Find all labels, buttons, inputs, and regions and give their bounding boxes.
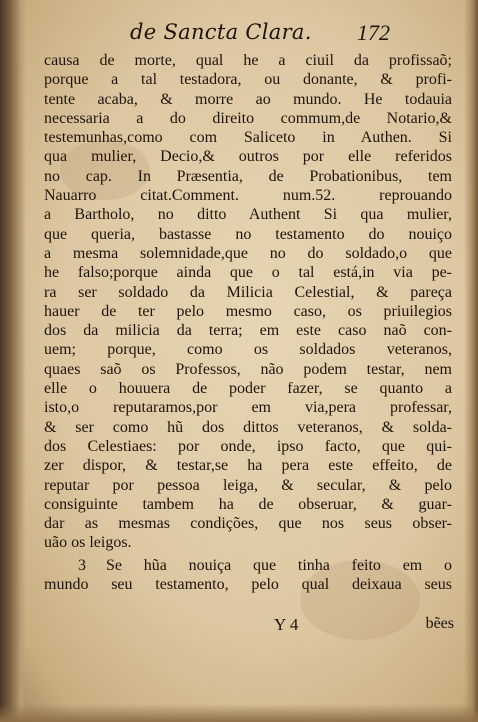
text-line: isto,o reputaramos,por em via,pera professar, bbox=[44, 399, 452, 417]
text-line: no cap. In Præsentia, de Probationibus, tem bbox=[44, 167, 452, 185]
text-line: consiguinte tambem ha de obseruar, & guar- bbox=[44, 495, 452, 513]
text-line: qua mulier, Decio,& outros por elle referidos bbox=[44, 148, 452, 166]
text-line: zer dispor, & testar,se ha pera este effeito, de bbox=[44, 457, 452, 475]
text-line: dar as mesmas condições, que nos seus obser- bbox=[44, 515, 452, 533]
catchword: bẽes bbox=[425, 615, 454, 632]
text-line: a Bartholo, no ditto Authent Si qua mulier, bbox=[44, 206, 452, 224]
text-line: tente acaba, & morre ao mundo. He todauia bbox=[44, 90, 452, 108]
text-line: porque a tal testadora, ou donante, & profi- bbox=[44, 71, 452, 89]
text-line: reputar por pessoa leiga, & secular, & pelo bbox=[44, 476, 452, 494]
text-line: Nauarro citat.Comment. num.52. reprouando bbox=[44, 187, 452, 205]
text-line: quaes saõ os Professos, não podem testar, nem bbox=[44, 360, 452, 378]
page-footer bbox=[44, 615, 454, 639]
text-line: elle o houuera de poder fazer, se quanto a bbox=[44, 380, 452, 398]
text-line: uem; porque, como os soldados veteranos, bbox=[44, 341, 452, 359]
text-line: dos da milicia da terra; em este caso naõ con- bbox=[44, 322, 452, 340]
page-edge bbox=[464, 0, 478, 722]
text-line: & ser como hũ dos dittos veteranos, & solda- bbox=[44, 418, 452, 436]
text-line: testemunhas,como com Saliceto in Authen. Si bbox=[44, 129, 452, 147]
section-first-line bbox=[44, 556, 452, 575]
text-line: uão os leigos. bbox=[44, 534, 132, 552]
text-line: que queria, bastasse no testamento do nouiço bbox=[44, 225, 452, 243]
running-title: de Sancta Clara. bbox=[130, 20, 312, 44]
page-bottom-edge bbox=[0, 704, 478, 722]
section-text: Se hũa nouiça que tinha feito em o bbox=[106, 556, 452, 574]
body-text bbox=[44, 51, 452, 594]
text-line: he falso;porque ainda que o tal está,in via pe- bbox=[44, 264, 452, 282]
page-gutter bbox=[0, 0, 26, 722]
text-line: dos Celestiaes: por onde, ipso facto, que qui- bbox=[44, 437, 452, 455]
page-header bbox=[130, 20, 390, 50]
text-line: necessaria a do direito commum,de Notario,& bbox=[44, 109, 452, 127]
section-number: 3 bbox=[78, 556, 86, 574]
text-line: a mesma solemnidade,que no do soldado,o que bbox=[44, 244, 452, 262]
signature-mark: Y 4 bbox=[274, 615, 299, 634]
text-line: ra ser soldado da Milicia Celestial, & pareça bbox=[44, 283, 452, 301]
page-number: 172 bbox=[357, 20, 390, 45]
text-line: hauer de ter pelo mesmo caso, os priuilegios bbox=[44, 302, 452, 320]
text-line: causa de morte, qual he a ciuil da profissaõ; bbox=[44, 52, 452, 69]
text-line: mundo seu testamento, pelo qual deixaua seus bbox=[44, 576, 452, 594]
